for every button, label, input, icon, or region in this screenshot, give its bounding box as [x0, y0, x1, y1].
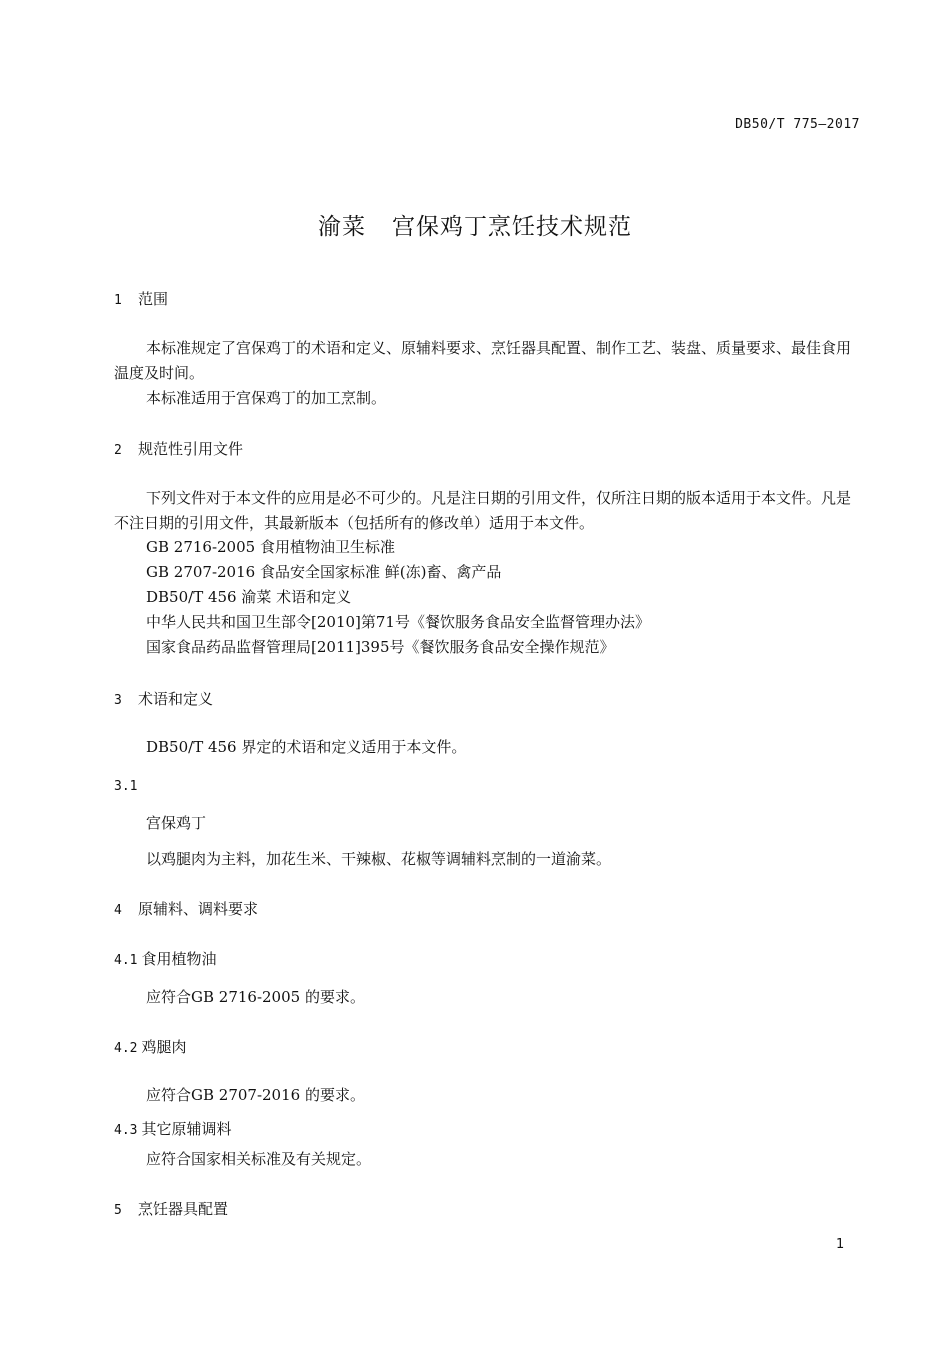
- page-number: 1: [836, 1237, 845, 1252]
- subsection-number: 4.2: [114, 1041, 138, 1056]
- reference-item: 中华人民共和国卫生部令[2010]第71号《餐饮服务食品安全监督管理办法》: [146, 613, 650, 631]
- section-1-paragraph-1: 本标准规定了宫保鸡丁的术语和定义、原辅料要求、烹饪器具配置、制作工艺、装盘、质量要求、最佳食用温度及时间。: [114, 339, 852, 382]
- section-3-heading: [114, 688, 213, 709]
- subsection-4-2-text: 应符合GB 2707-2016 的要求。: [146, 1086, 365, 1104]
- section-5-heading: [114, 1198, 228, 1219]
- section-number: 4: [114, 903, 122, 918]
- section-1-heading: [114, 288, 168, 309]
- section-number: 2: [114, 443, 122, 458]
- section-title: 范围: [138, 290, 169, 308]
- subsection-4-3-heading: [114, 1118, 232, 1139]
- section-3-paragraph-1: DB50/T 456 界定的术语和定义适用于本文件。: [146, 738, 467, 756]
- section-number: 1: [114, 293, 122, 308]
- subsection-number: 4.1: [114, 953, 138, 968]
- term-definition: 以鸡腿肉为主料，加花生米、干辣椒、花椒等调辅料烹制的一道渝菜。: [146, 850, 612, 868]
- section-2-paragraph-1: 下列文件对于本文件的应用是必不可少的。凡是注日期的引用文件，仅所注日期的版本适用于本文件。凡是不注日期的引用文件，其最新版本（包括所有的修改单）适用于本文件。: [114, 489, 852, 532]
- document-code: DB50/T 775—2017: [735, 117, 860, 132]
- subsection-number: 4.3: [114, 1123, 138, 1138]
- title-part2: 宫保鸡丁烹饪技术规范: [392, 214, 632, 240]
- section-title: 术语和定义: [138, 690, 214, 708]
- section-title: 规范性引用文件: [138, 440, 244, 458]
- subsection-4-1-heading: [114, 948, 217, 969]
- subsection-4-2-heading: [114, 1036, 187, 1057]
- subsection-4-1-text: 应符合GB 2716-2005 的要求。: [146, 988, 365, 1006]
- reference-item: DB50/T 456 渝菜 术语和定义: [146, 588, 352, 606]
- reference-item: 国家食品药品监督管理局[2011]395号《餐饮服务食品安全操作规范》: [146, 638, 615, 656]
- subsection-3-1-number: [114, 776, 141, 794]
- section-number: 3: [114, 693, 122, 708]
- section-4-heading: [114, 898, 258, 919]
- title-part1: 渝菜: [318, 214, 366, 240]
- section-1-paragraph-2: 本标准适用于宫保鸡丁的加工烹制。: [146, 389, 387, 407]
- subsection-title: 鸡腿肉: [141, 1038, 187, 1056]
- subsection-title: 食用植物油: [141, 950, 217, 968]
- section-title: 烹饪器具配置: [138, 1200, 229, 1218]
- subsection-title: 其它原辅调料: [141, 1120, 232, 1138]
- section-title: 原辅料、调料要求: [138, 900, 259, 918]
- subsection-number: 3.1: [114, 779, 138, 794]
- subsection-4-3-text: 应符合国家相关标准及有关规定。: [146, 1150, 372, 1168]
- reference-item: GB 2716-2005 食用植物油卫生标准: [146, 538, 395, 556]
- reference-item: GB 2707-2016 食品安全国家标准 鲜(冻)畜、禽产品: [146, 563, 502, 581]
- section-number: 5: [114, 1203, 122, 1218]
- document-title: [0, 208, 950, 241]
- term-name: 宫保鸡丁: [146, 814, 207, 832]
- section-2-heading: [114, 438, 243, 459]
